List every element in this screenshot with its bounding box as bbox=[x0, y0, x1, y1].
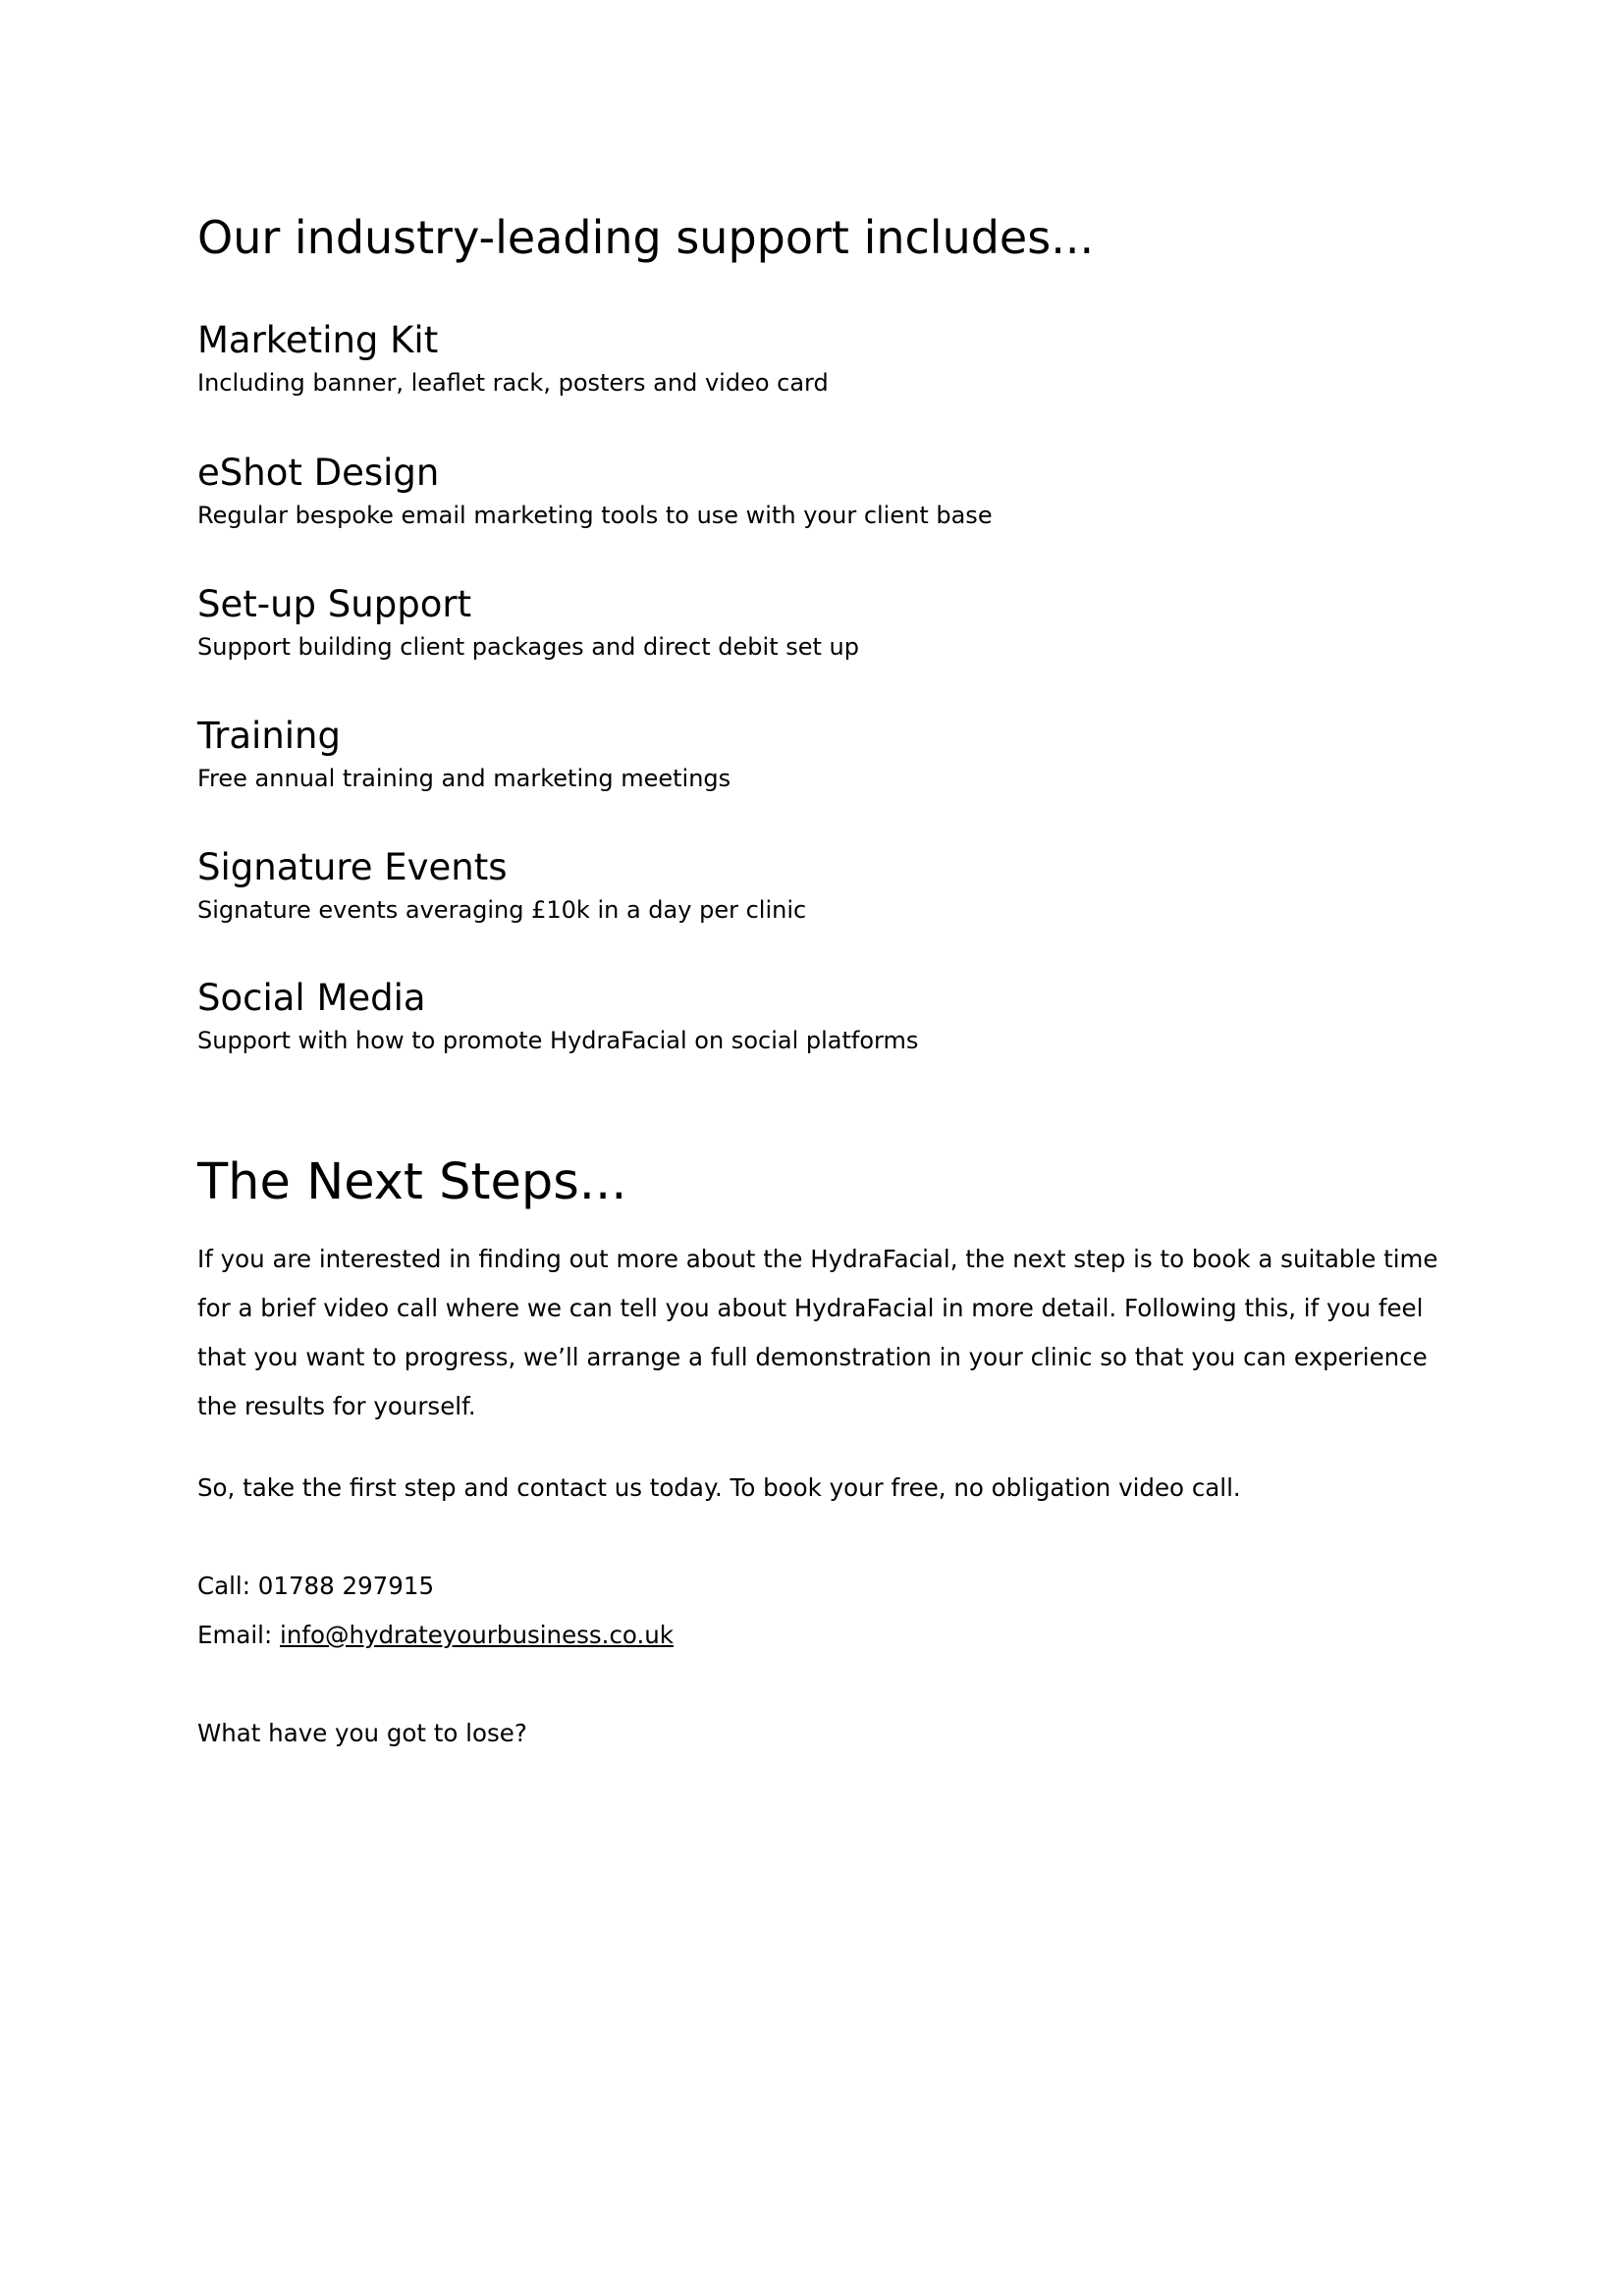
feature-description: Free annual training and marketing meetings bbox=[197, 765, 731, 792]
email-link[interactable]: info@hydrateyourbusiness.co.uk bbox=[280, 1621, 674, 1649]
feature-social-media bbox=[197, 974, 1376, 1058]
feature-training bbox=[197, 712, 1376, 796]
support-heading: Our industry-leading support includes... bbox=[197, 211, 1095, 264]
intro-paragraph: If you are interested in finding out more about the HydraFacial, the next step is to book a suitable time for a brief video call where we can tell you about HydraFacial in more detail. Following this, if you feel that you want to progress, we’ll arrange a full demonstration in your clinic so that you can experience the results for yourself. bbox=[197, 1245, 1438, 1420]
feature-signature-events bbox=[197, 843, 1376, 928]
feature-title: Set-up Support bbox=[197, 583, 472, 625]
next-steps-heading: The Next Steps... bbox=[197, 1153, 627, 1211]
phone-number: 01788 297915 bbox=[257, 1572, 435, 1600]
feature-title: Signature Events bbox=[197, 846, 508, 888]
feature-description: Including banner, leaflet rack, posters and video card bbox=[197, 369, 829, 397]
feature-title: Training bbox=[197, 715, 341, 757]
next-steps-body bbox=[197, 1235, 1444, 1431]
call-to-action: So, take the first step and contact us today. To book your free, no obligation video call. bbox=[197, 1473, 1241, 1502]
email-line bbox=[197, 1618, 674, 1653]
feature-title: eShot Design bbox=[197, 452, 440, 494]
feature-marketing-kit bbox=[197, 316, 1376, 400]
feature-title: Social Media bbox=[197, 977, 426, 1019]
phone-label: Call: bbox=[197, 1572, 258, 1600]
closing-question: What have you got to lose? bbox=[197, 1719, 527, 1747]
phone-line bbox=[197, 1569, 434, 1604]
feature-description: Signature events averaging £10k in a day per clinic bbox=[197, 896, 807, 924]
feature-description: Regular bespoke email marketing tools to use with your client base bbox=[197, 502, 993, 529]
feature-title: Marketing Kit bbox=[197, 319, 439, 361]
feature-description: Support with how to promote HydraFacial on social platforms bbox=[197, 1027, 919, 1054]
feature-eshot-design bbox=[197, 449, 1376, 533]
feature-setup-support bbox=[197, 580, 1376, 665]
email-label: Email: bbox=[197, 1621, 281, 1649]
feature-description: Support building client packages and direct debit set up bbox=[197, 633, 859, 661]
